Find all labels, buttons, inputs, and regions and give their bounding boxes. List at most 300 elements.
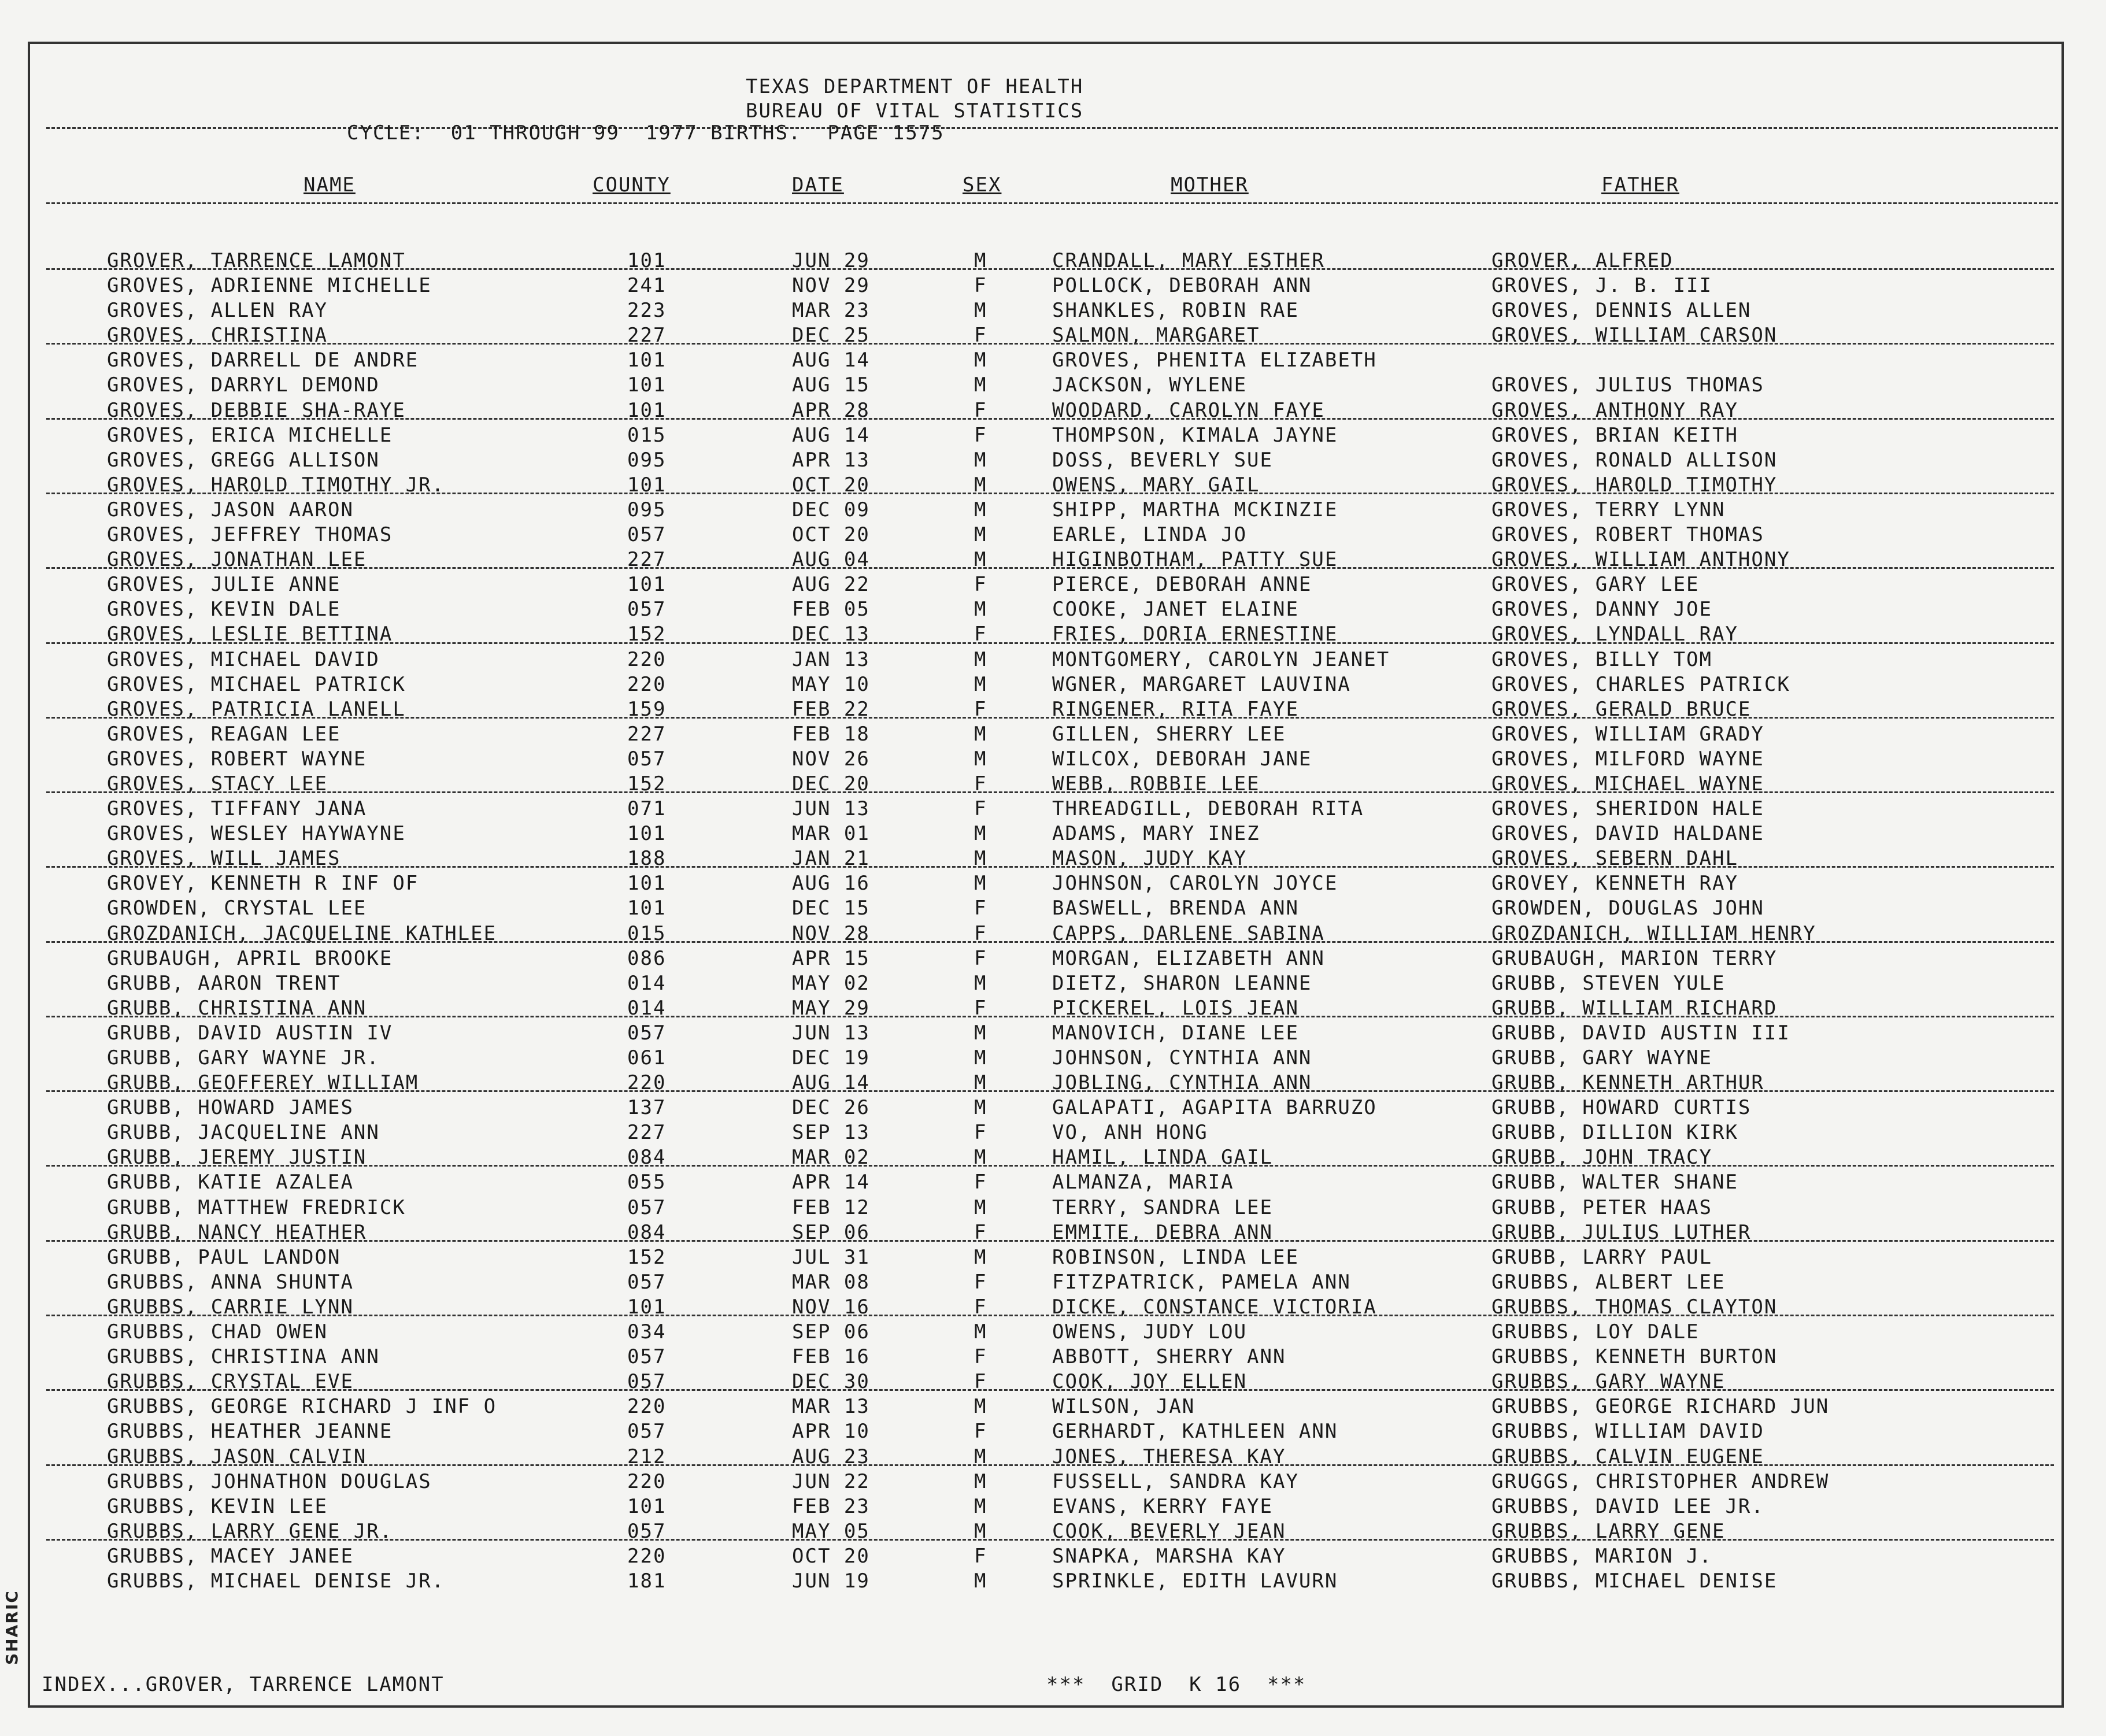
cell-date: AUG 16 [792,872,870,895]
cell-county: 101 [627,349,667,372]
table-row [0,896,2106,921]
cell-name: GROVES, REAGAN LEE [107,722,341,746]
cell-date: APR 28 [792,398,870,422]
table-row [0,672,2106,697]
cell-date: DEC 19 [792,1046,870,1069]
table-row [0,1145,2106,1170]
cell-name: GRUBBS, HEATHER JEANNE [107,1420,393,1443]
cell-date: APR 10 [792,1420,870,1443]
cell-name: GRUBB, PAUL LANDON [107,1245,341,1269]
cell-mother: DOSS, BEVERLY SUE [1052,448,1273,472]
cell-date: AUG 23 [792,1445,870,1468]
cell-county: 057 [627,1370,667,1394]
table-row [0,821,2106,846]
footer-index: INDEX...GROVER, TARRENCE LAMONT [42,1673,445,1696]
cell-sex: F [974,797,987,821]
table-row [0,1320,2106,1345]
cell-name: GROVES, DEBBIE SHA-RAYE [107,398,406,422]
cell-name: GROWDEN, CRYSTAL LEE [107,897,367,920]
cell-father: GRUBBS, LARRY GENE [1491,1519,1726,1543]
cell-county: 057 [627,747,667,771]
cell-county: 137 [627,1096,667,1120]
table-row [0,1544,2106,1569]
table-row [0,547,2106,572]
column-header-mother: MOTHER [1171,173,1249,197]
cell-name: GROVES, CHRISTINA [107,324,328,347]
cell-date: JUN 22 [792,1470,870,1493]
cell-name: GRUBB, CHRISTINA ANN [107,996,367,1020]
cell-county: 152 [627,1245,667,1269]
cell-name: GROVES, LESLIE BETTINA [107,623,393,646]
cell-county: 101 [627,373,667,397]
table-row [0,1470,2106,1494]
cell-county: 071 [627,797,667,821]
cell-mother: RINGENER, RITA FAYE [1052,697,1299,721]
cell-father: GROVES, CHARLES PATRICK [1491,672,1790,696]
cell-mother: SHANKLES, ROBIN RAE [1052,299,1299,323]
cell-sex: F [974,623,987,646]
table-row [0,996,2106,1021]
table-row [0,1071,2106,1095]
table-row [0,1445,2106,1470]
cell-sex: F [974,1544,987,1568]
cell-sex: M [974,1519,987,1543]
cell-sex: M [974,299,987,323]
cell-name: GROVES, ERICA MICHELLE [107,423,393,447]
cell-sex: F [974,423,987,447]
cell-father: GRUGGS, CHRISTOPHER ANDREW [1491,1470,1830,1493]
cell-county: 223 [627,299,667,323]
cell-name: GROVES, JEFFREY THOMAS [107,523,393,547]
cell-county: 220 [627,1395,667,1419]
cell-sex: M [974,498,987,521]
cell-sex: F [974,1345,987,1369]
cell-name: GROVES, ADRIENNE MICHELLE [107,274,432,298]
cell-mother: FRIES, DORIA ERNESTINE [1052,623,1338,646]
table-row [0,448,2106,473]
cell-date: DEC 15 [792,897,870,920]
cell-date: JUN 29 [792,249,870,272]
table-row [0,971,2106,996]
cell-father: GROVES, ROBERT THOMAS [1491,523,1764,547]
cell-county: 101 [627,822,667,846]
cell-county: 101 [627,1295,667,1319]
cell-father: GRUBB, PETER HAAS [1491,1195,1712,1219]
cell-father: GROVES, MILFORD WAYNE [1491,747,1764,771]
cell-sex: M [974,1146,987,1169]
cell-father: GROVES, SEBERN DAHL [1491,847,1738,871]
cell-name: GROVES, JASON AARON [107,498,354,521]
cell-name: GROVES, TIFFANY JANA [107,797,367,821]
cell-father: GROWDEN, DOUGLAS JOHN [1491,897,1764,920]
cell-sex: F [974,946,987,970]
cell-name: GRUBAUGH, APRIL BROOKE [107,946,393,970]
table-row [0,1170,2106,1195]
cell-county: 057 [627,1270,667,1294]
table-row [0,348,2106,373]
cell-mother: MASON, JUDY KAY [1052,847,1248,871]
cell-date: SEP 06 [792,1220,870,1244]
cell-date: NOV 26 [792,747,870,771]
cell-county: 095 [627,498,667,521]
cell-father: GRUBBS, THOMAS CLAYTON [1491,1295,1778,1319]
table-row [0,921,2106,946]
cell-mother: SHIPP, MARTHA MCKINZIE [1052,498,1338,521]
cell-mother: CAPPS, DARLENE SABINA [1052,921,1325,945]
cell-county: 101 [627,473,667,497]
cell-date: NOV 16 [792,1295,870,1319]
cell-father: GRUBB, LARRY PAUL [1491,1245,1712,1269]
cell-date: MAR 08 [792,1270,870,1294]
cell-sex: M [974,971,987,995]
table-row [0,871,2106,896]
cell-sex: M [974,598,987,621]
cell-sex: F [974,398,987,422]
cell-sex: F [974,1295,987,1319]
cell-mother: MORGAN, ELIZABETH ANN [1052,946,1325,970]
cell-county: 057 [627,598,667,621]
cell-name: GRUBB, AARON TRENT [107,971,341,995]
cell-sex: M [974,1470,987,1493]
cell-father: GRUBB, WALTER SHANE [1491,1171,1738,1194]
cell-date: NOV 29 [792,274,870,298]
cell-mother: DICKE, CONSTANCE VICTORIA [1052,1295,1377,1319]
cell-sex: F [974,274,987,298]
cell-name: GRUBBS, KEVIN LEE [107,1494,328,1518]
cell-sex: M [974,1494,987,1518]
table-row [0,697,2106,722]
cell-sex: F [974,1220,987,1244]
table-row [0,1195,2106,1220]
cell-county: 101 [627,573,667,597]
cell-county: 057 [627,1195,667,1219]
table-row [0,1519,2106,1544]
cell-sex: M [974,1569,987,1593]
cell-mother: JOBLING, CYNTHIA ANN [1052,1071,1312,1095]
cell-mother: POLLOCK, DEBORAH ANN [1052,274,1312,298]
cell-mother: GILLEN, SHERRY LEE [1052,722,1286,746]
table-row [0,498,2106,523]
cell-father: GROVES, DAVID HALDANE [1491,822,1764,846]
cell-date: APR 14 [792,1171,870,1194]
cell-date: JUL 31 [792,1245,870,1269]
table-row [0,846,2106,871]
cell-mother: CRANDALL, MARY ESTHER [1052,249,1325,272]
table-row [0,572,2106,597]
cell-sex: M [974,1021,987,1045]
cell-county: 084 [627,1220,667,1244]
cell-date: AUG 15 [792,373,870,397]
table-row [0,323,2106,348]
cell-sex: M [974,523,987,547]
cell-sex: M [974,872,987,895]
cell-county: 061 [627,1046,667,1069]
cell-date: MAY 02 [792,971,870,995]
cell-father: GRUBBS, MICHAEL DENISE [1491,1569,1778,1593]
column-header-county: COUNTY [593,173,671,197]
cell-county: 057 [627,1345,667,1369]
cell-name: GRUBBS, GEORGE RICHARD J INF O [107,1395,497,1419]
cell-mother: WEBB, ROBBIE LEE [1052,772,1260,795]
cell-name: GRUBBS, ANNA SHUNTA [107,1270,354,1294]
cell-father: GROVES, RONALD ALLISON [1491,448,1778,472]
cell-date: AUG 14 [792,1071,870,1095]
cell-father: GRUBBS, WILLIAM DAVID [1491,1420,1764,1443]
cell-sex: M [974,1046,987,1069]
cell-county: 034 [627,1320,667,1344]
cell-date: DEC 09 [792,498,870,521]
table-row [0,1419,2106,1444]
cell-name: GROVES, JULIE ANNE [107,573,341,597]
cell-county: 212 [627,1445,667,1468]
cell-sex: F [974,772,987,795]
cell-date: MAY 05 [792,1519,870,1543]
cell-county: 188 [627,847,667,871]
cell-date: SEP 06 [792,1320,870,1344]
cell-father: GRUBB, JOHN TRACY [1491,1146,1712,1169]
cell-sex: M [974,747,987,771]
cell-name: GRUBB, MATTHEW FREDRICK [107,1195,406,1219]
cell-father: GRUBBS, DAVID LEE JR. [1491,1494,1764,1518]
cell-mother: PICKEREL, LOIS JEAN [1052,996,1299,1020]
cell-mother: OWENS, MARY GAIL [1052,473,1260,497]
cell-mother: GROVES, PHENITA ELIZABETH [1052,349,1377,372]
cell-date: FEB 12 [792,1195,870,1219]
table-row [0,1021,2106,1046]
cell-name: GRUBBS, CHRISTINA ANN [107,1345,380,1369]
cell-father: GROVER, ALFRED [1491,249,1674,272]
cell-date: DEC 26 [792,1096,870,1120]
cell-father: GROVES, BILLY TOM [1491,647,1712,671]
cell-county: 057 [627,523,667,547]
cell-county: 220 [627,672,667,696]
cell-father: GROVES, BRIAN KEITH [1491,423,1738,447]
cell-father: GRUBB, JULIUS LUTHER [1491,1220,1752,1244]
cell-sex: M [974,722,987,746]
table-row [0,523,2106,547]
cell-father: GRUBB, STEVEN YULE [1491,971,1726,995]
cell-date: DEC 13 [792,623,870,646]
cell-father: GROVES, LYNDALL RAY [1491,623,1738,646]
cell-sex: M [974,373,987,397]
cell-county: 152 [627,623,667,646]
cell-county: 015 [627,423,667,447]
cell-father: GROVES, DANNY JOE [1491,598,1712,621]
cell-county: 227 [627,1121,667,1145]
cell-sex: F [974,1171,987,1194]
cell-mother: MONTGOMERY, CAROLYN JEANET [1052,647,1390,671]
cell-sex: M [974,349,987,372]
cell-sex: M [974,473,987,497]
cell-father: GROVES, SHERIDON HALE [1491,797,1764,821]
table-row [0,722,2106,747]
cell-date: JUN 19 [792,1569,870,1593]
cell-name: GROVES, WESLEY HAYWAYNE [107,822,406,846]
table-row [0,298,2106,323]
cell-mother: SALMON, MARGARET [1052,324,1260,347]
cell-sex: M [974,1071,987,1095]
cell-date: AUG 14 [792,423,870,447]
cell-date: MAR 13 [792,1395,870,1419]
cell-sex: M [974,448,987,472]
cell-date: NOV 28 [792,921,870,945]
cell-name: GRUBBS, MICHAEL DENISE JR. [107,1569,445,1593]
cell-name: GROVER, TARRENCE LAMONT [107,249,406,272]
cell-date: AUG 04 [792,548,870,572]
cell-date: DEC 25 [792,324,870,347]
header-bureau: BUREAU OF VITAL STATISTICS [746,99,1084,123]
cell-name: GRUBB, JEREMY JUSTIN [107,1146,367,1169]
cell-county: 055 [627,1171,667,1194]
cell-mother: FUSSELL, SANDRA KAY [1052,1470,1299,1493]
cell-father: GROVES, WILLIAM ANTHONY [1491,548,1790,572]
cell-mother: JONES, THERESA KAY [1052,1445,1286,1468]
cell-date: DEC 30 [792,1370,870,1394]
cell-name: GRUBB, HOWARD JAMES [107,1096,354,1120]
table-row [0,946,2106,971]
cell-sex: F [974,1121,987,1145]
cell-date: AUG 14 [792,349,870,372]
cell-sex: M [974,1395,987,1419]
cell-county: 057 [627,1420,667,1443]
cell-father: GROVES, HAROLD TIMOTHY [1491,473,1778,497]
cell-father: GRUBBS, GEORGE RICHARD JUN [1491,1395,1830,1419]
cell-father: GROVES, GARY LEE [1491,573,1700,597]
cell-sex: F [974,697,987,721]
cell-county: 015 [627,921,667,945]
cell-date: JAN 13 [792,647,870,671]
table-row [0,772,2106,797]
cell-mother: HIGINBOTHAM, PATTY SUE [1052,548,1338,572]
cell-mother: OWENS, JUDY LOU [1052,1320,1248,1344]
cell-date: AUG 22 [792,573,870,597]
cell-sex: M [974,548,987,572]
cell-mother: DIETZ, SHARON LEANNE [1052,971,1312,995]
cell-name: GROZDANICH, JACQUELINE KATHLEE [107,921,497,945]
cell-county: 220 [627,1071,667,1095]
cell-mother: WOODARD, CAROLYN FAYE [1052,398,1325,422]
column-header-sex: SEX [963,173,1002,197]
table-row [0,1345,2106,1369]
cell-mother: THREADGILL, DEBORAH RITA [1052,797,1364,821]
cell-mother: THOMPSON, KIMALA JAYNE [1052,423,1338,447]
cell-name: GRUBB, KATIE AZALEA [107,1171,354,1194]
cell-date: OCT 20 [792,473,870,497]
cell-date: MAR 23 [792,299,870,323]
cell-date: APR 13 [792,448,870,472]
table-row [0,1394,2106,1419]
cell-father: GRUBB, DILLION KIRK [1491,1121,1738,1145]
cell-county: 227 [627,548,667,572]
cell-date: FEB 16 [792,1345,870,1369]
cell-sex: M [974,847,987,871]
cell-mother: EARLE, LINDA JO [1052,523,1248,547]
cell-mother: FITZPATRICK, PAMELA ANN [1052,1270,1351,1294]
table-row [0,1120,2106,1145]
cell-father: GRUBB, KENNETH ARTHUR [1491,1071,1764,1095]
cell-name: GROVES, GREGG ALLISON [107,448,380,472]
cell-date: OCT 20 [792,1544,870,1568]
cell-mother: EMMITE, DEBRA ANN [1052,1220,1273,1244]
cell-county: 101 [627,872,667,895]
cell-county: 241 [627,274,667,298]
cell-mother: ABBOTT, SHERRY ANN [1052,1345,1286,1369]
table-row [0,1220,2106,1245]
birth-records-table [0,249,2106,1594]
cell-mother: JACKSON, WYLENE [1052,373,1248,397]
cell-county: 014 [627,971,667,995]
column-header-date: DATE [792,173,844,197]
column-header-rule [46,202,2058,204]
table-row [0,373,2106,398]
cell-mother: BASWELL, BRENDA ANN [1052,897,1299,920]
cell-mother: JOHNSON, CYNTHIA ANN [1052,1046,1312,1069]
cell-father: GROVES, GERALD BRUCE [1491,697,1752,721]
table-row [0,1270,2106,1295]
cell-father: GRUBBS, ALBERT LEE [1491,1270,1726,1294]
cell-father: GROVEY, KENNETH RAY [1491,872,1738,895]
cell-name: GROVES, JONATHAN LEE [107,548,367,572]
cell-date: OCT 20 [792,523,870,547]
cell-county: 220 [627,647,667,671]
cell-date: SEP 13 [792,1121,870,1145]
cell-mother: COOKE, JANET ELAINE [1052,598,1299,621]
table-row [0,597,2106,622]
cell-sex: F [974,324,987,347]
cell-sex: M [974,822,987,846]
cell-father: GROVES, MICHAEL WAYNE [1491,772,1764,795]
cell-mother: GALAPATI, AGAPITA BARRUZO [1052,1096,1377,1120]
cell-father: GROVES, J. B. III [1491,274,1712,298]
cell-name: GRUBBS, JOHNATHON DOUGLAS [107,1470,432,1493]
cell-sex: M [974,249,987,272]
cell-mother: PIERCE, DEBORAH ANNE [1052,573,1312,597]
cell-date: JUN 13 [792,797,870,821]
cell-county: 057 [627,1519,667,1543]
table-row [0,647,2106,672]
cell-county: 101 [627,249,667,272]
cell-sex: M [974,1096,987,1120]
cell-sex: M [974,1195,987,1219]
cell-father: GRUBBS, CALVIN EUGENE [1491,1445,1764,1468]
cell-name: GRUBB, GARY WAYNE JR. [107,1046,380,1069]
cell-sex: F [974,897,987,920]
cell-sex: M [974,1245,987,1269]
cell-name: GROVES, HAROLD TIMOTHY JR. [107,473,445,497]
table-row [0,398,2106,423]
cell-father: GROZDANICH, WILLIAM HENRY [1491,921,1816,945]
cell-father: GROVES, ANTHONY RAY [1491,398,1738,422]
table-row [0,797,2106,821]
cell-date: FEB 05 [792,598,870,621]
cell-mother: MANOVICH, DIANE LEE [1052,1021,1299,1045]
cell-county: 227 [627,324,667,347]
cell-father: GRUBB, WILLIAM RICHARD [1491,996,1778,1020]
header-cycle: CYCLE: 01 THROUGH 99 1977 BIRTHS. PAGE 1575 [347,121,945,145]
cell-father: GRUBB, DAVID AUSTIN III [1491,1021,1790,1045]
cell-sex: F [974,996,987,1020]
cell-mother: EVANS, KERRY FAYE [1052,1494,1273,1518]
cell-mother: SNAPKA, MARSHA KAY [1052,1544,1286,1568]
cell-name: GROVES, DARRYL DEMOND [107,373,380,397]
cell-father: GRUBB, HOWARD CURTIS [1491,1096,1752,1120]
cell-name: GRUBBS, CRYSTAL EVE [107,1370,354,1394]
cell-father: GRUBAUGH, MARION TERRY [1491,946,1778,970]
cell-county: 220 [627,1470,667,1493]
cell-father: GRUBBS, MARION J. [1491,1544,1712,1568]
cell-father: GRUBBS, KENNETH BURTON [1491,1345,1778,1369]
table-row [0,1046,2106,1071]
